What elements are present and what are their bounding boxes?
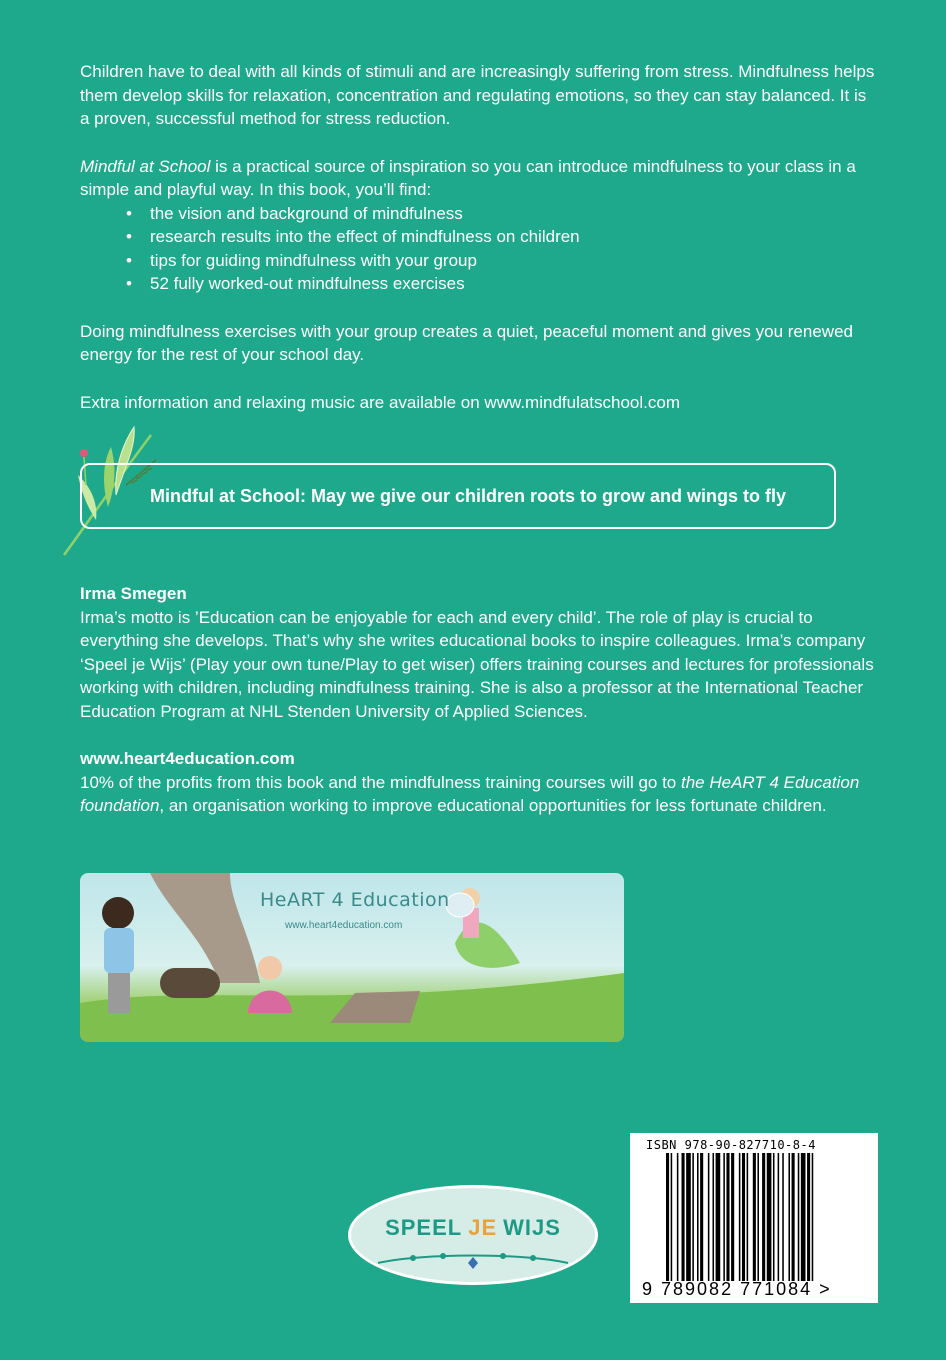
intro-paragraph-4: Extra information and relaxing music are available on www.mindfulatschool.com — [80, 392, 681, 412]
author-bio: Irma’s motto is ’Education can be enjoyable for each and every child’. The role of play is crucial to everything she develops. That’s why she writes educational books to inspire colleagues. Irma’s company ‘Speel je Wijs’ (Play your own tune/Play to get wiser) offers training courses and lectures for professionals working with children, including mindfulness training. She is also a professor at the International Teacher Education Program at NHL Stenden University of Applied Sciences. — [80, 607, 874, 721]
foundation-text-before: 10% of the profits from this book and the mindfulness training courses will go to — [80, 772, 681, 792]
foundation-text — [80, 771, 880, 818]
author-section — [80, 582, 880, 723]
feature-list — [80, 202, 880, 296]
intro-paragraph-2 — [80, 155, 880, 202]
list-item: • tips for guiding mindfulness with your group — [126, 249, 880, 273]
intro-text — [80, 60, 880, 414]
speel-je-wijs-logo — [348, 1185, 598, 1285]
intro-paragraph-1: Children have to deal with all kinds of stimuli and are increasingly suffering from stress. Mindfulness helps them develop skills for relaxation, concentration and regulating emotions, so they can stay balanced. It is a proven, successful method for stress reduction. — [80, 62, 875, 128]
logo-word-speel: SPEEL — [385, 1215, 463, 1240]
book-title: Mindful at School — [80, 156, 211, 176]
isbn-label: ISBN 978-90-827710-8-4 — [646, 1138, 816, 1152]
intro-paragraph-2-text: is a practical source of inspiration so you can introduce mindfulness to your class in a simple and playful way. In this book, you’ll find: — [80, 156, 856, 199]
barcode-bars — [666, 1153, 866, 1281]
logo-text — [351, 1215, 595, 1241]
heart4education-banner — [80, 873, 624, 1042]
logo-word-je: JE — [468, 1215, 498, 1240]
list-item: • research results into the effect of mindfulness on children — [126, 225, 880, 249]
list-item: • 52 fully worked-out mindfulness exercises — [126, 272, 880, 296]
list-item: • the vision and background of mindfulness — [126, 202, 880, 226]
author-name: Irma Smegen — [80, 584, 187, 603]
isbn-digits: 9 789082 771084 > — [642, 1279, 832, 1299]
logo-word-wijs: WIJS — [503, 1215, 561, 1240]
isbn-barcode — [630, 1133, 878, 1303]
banner-title: HeART 4 Education — [260, 889, 450, 911]
logo-vine-decoration — [373, 1248, 573, 1278]
foundation-section — [80, 747, 880, 818]
quote-box — [80, 463, 836, 529]
foundation-name: the HeART 4 Education foundation — [80, 772, 860, 815]
banner-url: www.heart4education.com — [285, 920, 403, 931]
quote-text: Mindful at School: May we give our children roots to grow and wings to fly — [150, 486, 787, 506]
foundation-url: www.heart4education.com — [80, 749, 295, 768]
intro-paragraph-3: Doing mindfulness exercises with your group creates a quiet, peaceful moment and gives you renewed energy for the rest of your school day. — [80, 321, 853, 364]
foundation-text-after: , an organisation working to improve educational opportunities for less fortunate children. — [159, 796, 827, 815]
